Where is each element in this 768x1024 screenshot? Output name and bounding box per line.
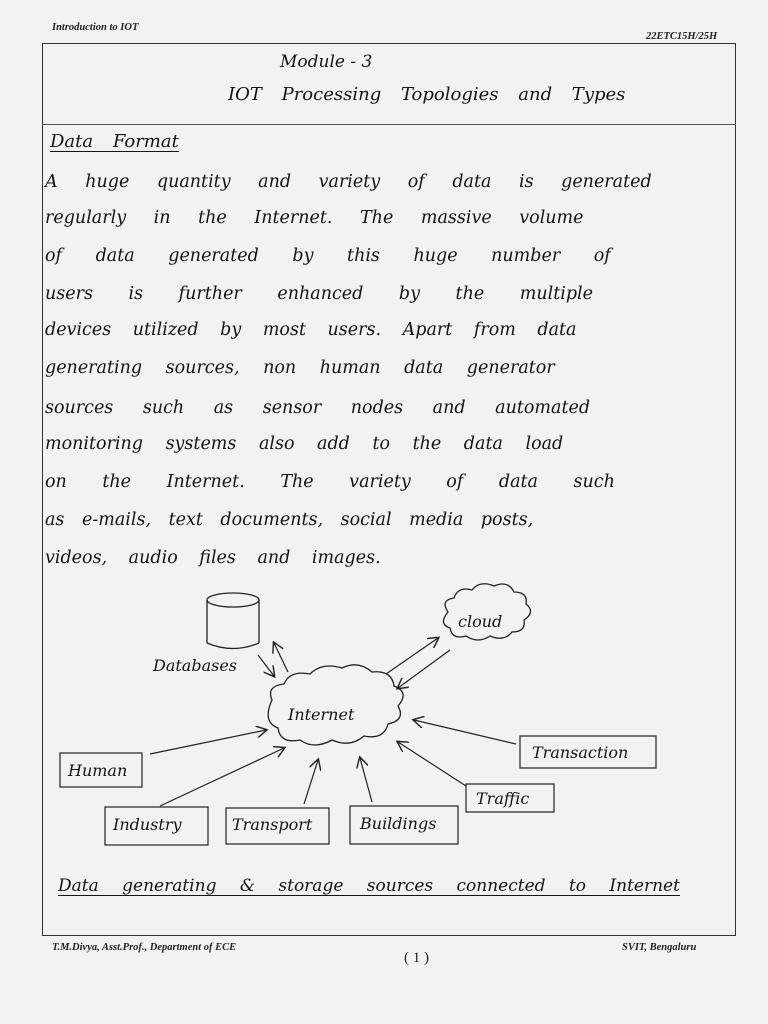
section-heading: Data Format — [50, 131, 179, 152]
header-course-code: 22ETC15H/25H — [646, 31, 718, 42]
node-cloud: cloud — [458, 612, 503, 631]
arrow-cloud-out — [398, 650, 450, 688]
footer-author: T.M.Divya, Asst.Prof., Department of ECE — [52, 942, 237, 953]
body-line: videos, audio files and images. — [45, 548, 381, 568]
node-transport: Transport — [232, 815, 313, 834]
page-title: IOT Processing Topologies and Types — [228, 84, 626, 105]
arrow-databases-in — [258, 655, 274, 676]
arrow-transaction — [414, 720, 516, 744]
node-transaction: Transaction — [532, 743, 629, 762]
arrow-databases-out — [274, 643, 288, 672]
node-databases: Databases — [153, 656, 238, 675]
arrow-transport — [304, 760, 318, 804]
body-line: monitoring systems also add to the data load — [45, 434, 564, 454]
header-course-title: Introduction to IOT — [52, 22, 139, 33]
node-internet: Internet — [288, 705, 355, 724]
node-industry: Industry — [113, 815, 182, 834]
node-buildings: Buildings — [360, 814, 437, 833]
body-line: sources such as sensor nodes and automated — [45, 398, 591, 418]
module-label: Module - 3 — [280, 52, 373, 72]
body-line: devices utilized by most users. Apart from data — [45, 320, 577, 340]
body-line: users is further enhanced by the multiple — [45, 284, 594, 304]
body-line: of data generated by this huge number of — [45, 246, 611, 266]
body-line: as e-mails, text documents, social media posts, — [45, 510, 534, 530]
arrow-traffic — [398, 742, 466, 786]
arrow-human — [150, 730, 266, 754]
body-line: A huge quantity and variety of data is generated — [45, 172, 652, 192]
arrow-industry — [160, 748, 284, 806]
page-number: ( 1 ) — [404, 950, 429, 966]
arrow-cloud-in — [386, 638, 438, 674]
node-traffic: Traffic — [476, 789, 530, 808]
body-line: regularly in the Internet. The massive volume — [45, 208, 584, 228]
node-human: Human — [68, 761, 128, 780]
body-line: generating sources, non human data generator — [45, 358, 555, 378]
arrow-buildings — [360, 758, 372, 802]
body-line: on the Internet. The variety of data such — [45, 472, 615, 492]
database-cylinder-icon — [207, 593, 259, 649]
footer-institution: SVIT, Bengaluru — [622, 942, 697, 953]
diagram-caption: Data generating & storage sources connected to Internet — [58, 876, 680, 896]
